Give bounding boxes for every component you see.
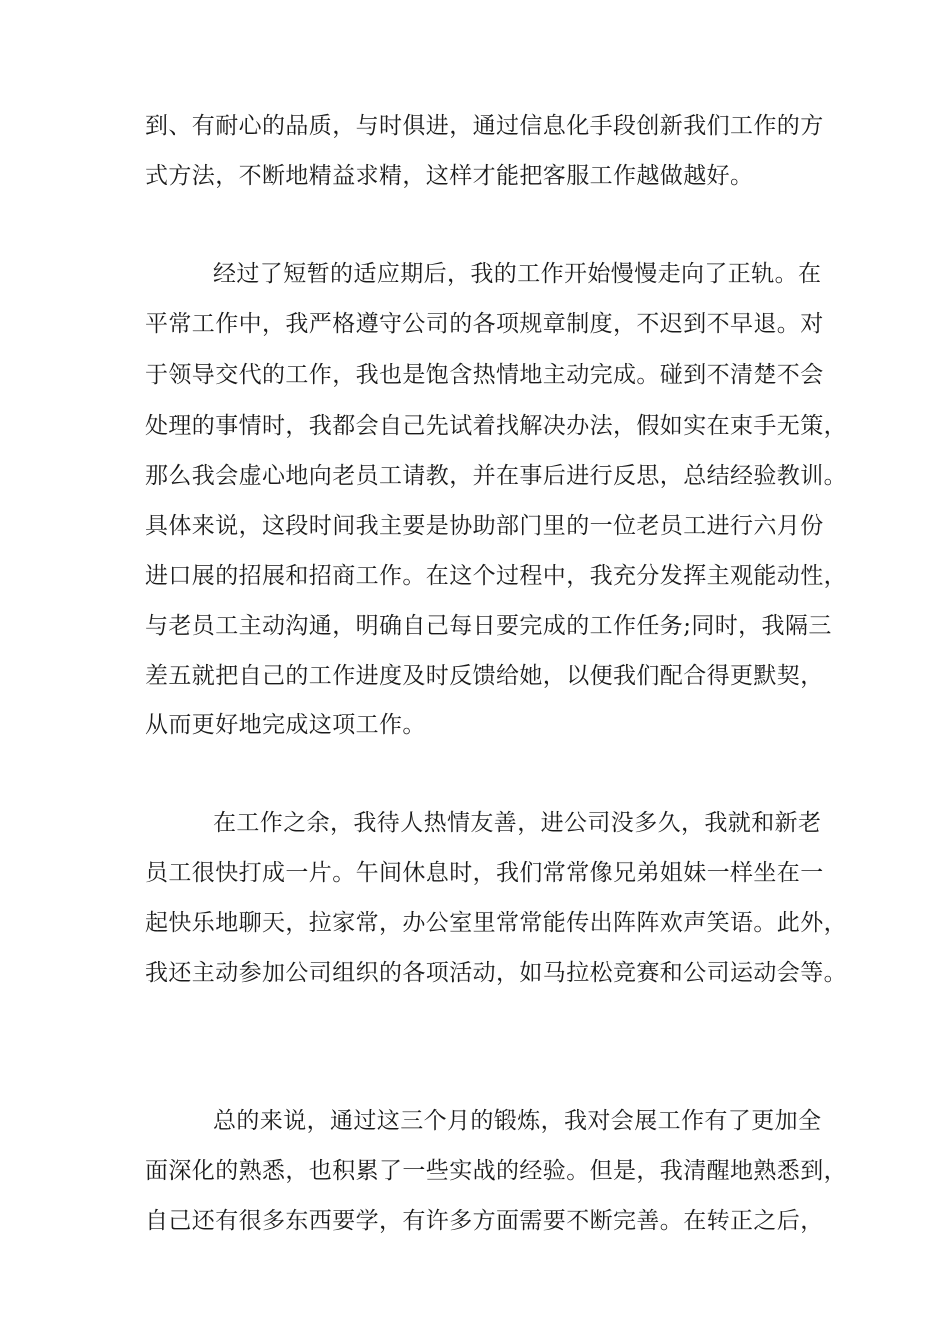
paragraph-3-line-2: 员工很快打成一片。午间休息时，我们常常像兄弟姐妹一样坐在一 bbox=[145, 860, 824, 886]
paragraph-2-line-5: 那么我会虚心地向老员工请教，并在事后进行反思，总结经验教训。 bbox=[145, 463, 847, 489]
paragraph-2-line-3: 于领导交代的工作，我也是饱含热情地主动完成。碰到不清楚不会 bbox=[145, 362, 824, 388]
paragraph-2-line-8: 与老员工主动沟通，明确自己每日要完成的工作任务;同时，我隔三 bbox=[145, 613, 832, 639]
paragraph-4-line-2: 面深化的熟悉，也积累了一些实战的经验。但是，我清醒地熟悉到， bbox=[145, 1158, 847, 1184]
paragraph-1-line-2: 式方法，不断地精益求精，这样才能把客服工作越做越好。 bbox=[145, 163, 754, 189]
paragraph-2-line-10: 从而更好地完成这项工作。 bbox=[145, 712, 426, 738]
paragraph-1-line-1: 到、有耐心的品质，与时俱进，通过信息化手段创新我们工作的方 bbox=[145, 113, 824, 139]
paragraph-3-line-3: 起快乐地聊天，拉家常，办公室里常常能传出阵阵欢声笑语。此外， bbox=[145, 910, 847, 936]
paragraph-2-line-7: 进口展的招展和招商工作。在这个过程中，我充分发挥主观能动性， bbox=[145, 563, 847, 589]
paragraph-4-line-1: 总的来说，通过这三个月的锻炼，我对会展工作有了更加全 bbox=[213, 1108, 822, 1134]
paragraph-2-line-9: 差五就把自己的工作进度及时反馈给她，以便我们配合得更默契， bbox=[145, 663, 824, 689]
paragraph-2-line-1: 经过了短暂的适应期后，我的工作开始慢慢走向了正轨。在 bbox=[213, 261, 822, 287]
paragraph-4-line-3: 自己还有很多东西要学，有许多方面需要不断完善。在转正之后， bbox=[145, 1208, 824, 1234]
paragraph-2-line-2: 平常工作中，我严格遵守公司的各项规章制度，不迟到不早退。对 bbox=[145, 311, 824, 337]
paragraph-3-line-1: 在工作之余，我待人热情友善，进公司没多久，我就和新老 bbox=[213, 810, 822, 836]
paragraph-3-line-4: 我还主动参加公司组织的各项活动，如马拉松竞赛和公司运动会等。 bbox=[145, 960, 847, 986]
paragraph-2-line-4: 处理的事情时，我都会自己先试着找解决办法，假如实在束手无策， bbox=[145, 413, 847, 439]
paragraph-2-line-6: 具体来说，这段时间我主要是协助部门里的一位老员工进行六月份 bbox=[145, 513, 824, 539]
